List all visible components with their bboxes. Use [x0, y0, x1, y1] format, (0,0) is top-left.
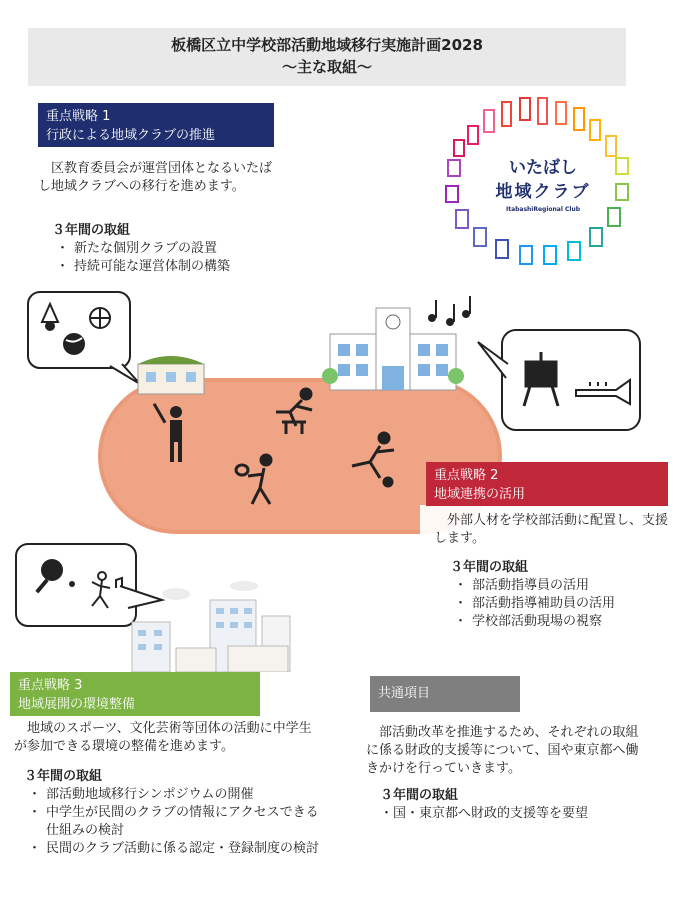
- gym-building-icon: [138, 356, 204, 394]
- page-title: 板橋区立中学校部活動地域移行実施計画2028: [171, 36, 483, 54]
- strategy3-plan: [24, 765, 324, 858]
- list-item: ・ 民間のクラブ活動に係る認定・登録制度の検討: [24, 840, 324, 858]
- common-heading: 共通項目: [370, 676, 520, 712]
- itabashi-club-logo: [440, 96, 645, 268]
- strategy3-title: 地域展開の環境整備: [18, 697, 136, 712]
- strategy2-item-list: [450, 577, 672, 631]
- logo-text: [478, 156, 608, 216]
- page-title-box: [28, 28, 626, 86]
- strategy3-description: 地域のスポーツ、文化芸術等団体の活動に中学生が参加できる環境の整備を進めます。: [14, 721, 312, 754]
- common-plan-item: ・国・東京都へ財政的支援等を要望: [380, 806, 589, 821]
- strategy1-heading: [38, 103, 274, 147]
- list-item: ・ 部活動指導補助員の活用: [450, 595, 672, 613]
- music-notes-icon: [428, 296, 471, 326]
- hobby-speech-bubble: [16, 544, 162, 626]
- strategy2-title: 地域連携の活用: [434, 487, 526, 502]
- city-buildings-icon: [132, 581, 290, 672]
- list-item: ・ 部活動地域移行シンポジウムの開催: [24, 786, 324, 804]
- basketball-icon: [90, 308, 110, 328]
- strategy1-item-list: [52, 240, 292, 276]
- strategy3-heading: [10, 672, 260, 716]
- strategy1-description: 区教育委員会が運営団体となるいたばし地域クラブへの移行を進めます。: [38, 161, 273, 194]
- strategy1-plan-title: ３年間の取組: [52, 223, 131, 238]
- logo-english: ItabashiRegional Club: [505, 206, 581, 213]
- list-item: ・ 学校部活動現場の視察: [450, 613, 672, 631]
- common-plan: [380, 784, 660, 823]
- strategy1-title: 行政による地域クラブの推進: [46, 128, 216, 143]
- strategy2-plan-title: ３年間の取組: [450, 560, 529, 575]
- strategy1-number: 重点戦略 1: [46, 109, 111, 124]
- strategy3-item-list: [24, 786, 324, 858]
- sports-speech-bubble: [28, 292, 140, 384]
- strategy3-number: 重点戦略 3: [18, 678, 83, 693]
- school-building-icon: [322, 308, 464, 390]
- strategy2-description: 外部人材を学校部活動に配置し、支援します。: [434, 513, 669, 546]
- strategy3-plan-title: ３年間の取組: [24, 769, 103, 784]
- culture-speech-bubble: [478, 330, 640, 430]
- volleyball-icon: [64, 334, 84, 354]
- list-item: ・ 持続可能な運営体制の構築: [52, 258, 292, 276]
- list-item: ・ 新たな個別クラブの設置: [52, 240, 292, 258]
- strategy2-heading: [426, 462, 668, 506]
- strategy2-number: 重点戦略 2: [434, 468, 499, 483]
- strategy2-plan: [450, 556, 672, 631]
- list-item: ・ 中学生が民間のクラブの情報にアクセスできる仕組みの検討: [24, 804, 324, 840]
- list-item: ・ 部活動指導員の活用: [450, 577, 672, 595]
- logo-line2: 地域クラブ: [495, 182, 591, 202]
- common-plan-title: ３年間の取組: [380, 788, 459, 803]
- strategy1-plan: [52, 219, 292, 276]
- logo-line1: いたばし: [509, 158, 577, 178]
- page-subtitle: ～主な取組～: [281, 58, 372, 76]
- common-description: 部活動改革を推進するため、それぞれの取組に係る財政的支援等について、国や東京都へ働きかけを行っていきます。: [366, 725, 639, 776]
